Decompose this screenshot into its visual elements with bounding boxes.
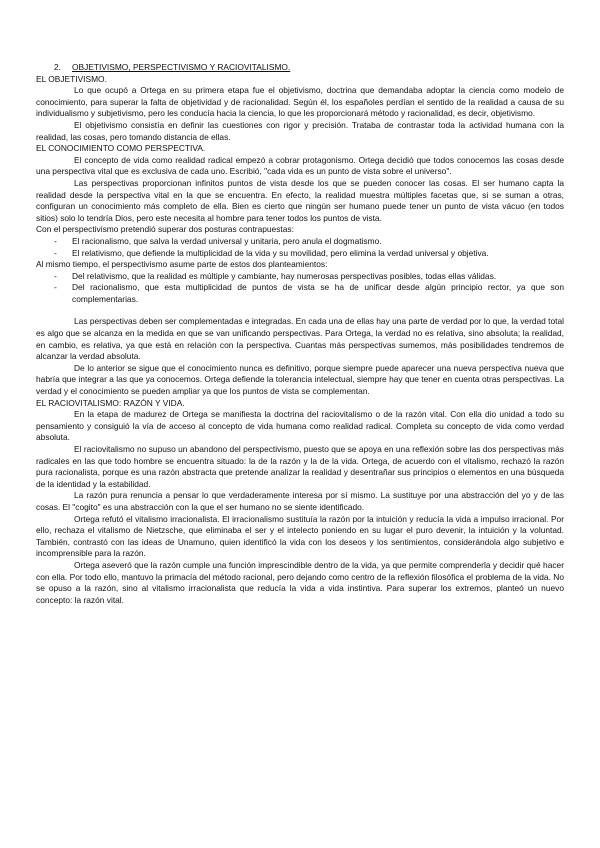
- heading-raciovitalismo: EL RACIOVITALISMO: RAZÓN Y VIDA.: [36, 397, 185, 408]
- paragraph: Las perspectivas proporcionan infinitos puntos de vista desde los que se pueden conocer las cosas. El ser humano capta la realidad desde la perspectiva vital en la que se encuentra. En efecto, la realidad muestra múltiples facetas que, si se suman a otras, configuran un conocimiento más completo de ella. Bien es cierto que ningún ser humano puede tener un punto de vista vácuo (en todos sitios) solo lo tendría Dios, pero este necesita al hombre para tener todos los puntos de vista.: [36, 177, 564, 223]
- paragraph: De lo anterior se sigue que el conocimiento nunca es definitivo, porque siempre puede aparecer una nueva perspectiva nueva que habría que integrar a las que ya conocemos. Ortega defiende la tolerancia intelectual, siempre hay que tener en cuenta otras perspectivas. La verdad y el conocimiento se pueden ampliar ya que los puntos de vista se complementan.: [36, 362, 564, 397]
- heading-objetivismo: EL OBJETIVISMO.: [36, 73, 107, 84]
- section-number: 2.: [54, 62, 61, 72]
- list-intro: Con el perspectivismo pretendió superar dos posturas contrapuestas:: [36, 224, 294, 235]
- document-body: [36, 62, 564, 606]
- paragraph: El concepto de vida como realidad radical empezó a cobrar protagonismo. Ortega decidió que todos conocemos las cosas desde una perspectiva vital que es exclusiva de cada uno. Escribió, "cada vida es un punto de vista sobre el universo".: [36, 154, 564, 177]
- dash-bullet-icon: -: [54, 247, 57, 258]
- heading-conocimiento-perspectiva: EL CONOCIMIENTO COMO PERSPECTIVA.: [36, 143, 206, 154]
- dash-bullet-icon: -: [54, 282, 57, 293]
- paragraph: Ortega aseveró que la razón cumple una función imprescindible dentro de la vida, ya que permite comprenderla y decidir qué hacer con ella. Por todo ello, mantuvo la primacía del método racional, pero dejando como centro de la reflexión filosófica el problema de la vida. No se opuso a la razón, sino al vitalismo irracionalista que reducía la vida a vida instintiva. Para superar los extremos, planteó un nuevo concepto: la razón vital.: [36, 559, 564, 605]
- paragraph: Lo que ocupó a Ortega en su primera etapa fue el objetivismo, doctrina que demandaba adoptar la ciencia como modelo de conocimiento, para superar la falta de objetividad y de racionalidad. Según él, los españoles perdían el sentido de la realidad a causa de su individualismo y subjetivismo, pero les conducía hacia la ciencia, lo que les proporcionará método y racionalidad, es decir, objetivismo.: [36, 85, 564, 119]
- paragraph: Ortega refutó el vitalismo irracionalista. El irracionalismo sustituía la razón por la intuición y reducía la vida a impulso irracional. Por ello, rechaza el vitalismo de Nietzsche, que eliminaba el ser y el intelecto poniendo en su lugar el puro devenir, la intuición y la voluntad. También, contrastó con las ideas de Unamuno, quien identificó la vida con los deseos y los sentimientos, considerándola algo subjetivo e incomprensible para la razón.: [36, 513, 564, 559]
- list-intro: Al mismo tiempo, el perspectivismo asume parte de estos dos planteamientos:: [36, 259, 328, 270]
- dash-bullet-icon: -: [54, 235, 57, 246]
- list-item: - El racionalismo, que salva la verdad universal y unitaria, pero anula el dogmatismo.: [54, 235, 382, 246]
- section-title-text: OBJETIVISMO, PERSPECTIVISMO Y RACIOVITALISMO.: [72, 62, 291, 72]
- dash-list: [36, 236, 564, 259]
- dash-bullet-icon: -: [54, 270, 57, 281]
- list-item: - El relativismo, que defiende la multiplicidad de la vida y su movilidad, pero elimina la verdad universal y objetiva.: [54, 247, 489, 258]
- paragraph: El raciovitalismo no supuso un abandono del perspectivismo, puesto que se apoya en una reflexión sobre las dos perspectivas más radicales en las que todo hombre se encuentra situado: la de la razón y la de la vida. Ortega, de acuerdo con el vitalismo, rechazó la razón pura racionalista, porque es una razón abstracta que pretende analizar la realidad y desentrañar sus principios o elementos en una búsqueda de la identidad y la estabilidad.: [36, 444, 564, 489]
- dash-list: [36, 271, 564, 306]
- paragraph: El objetivismo consistía en definir las cuestiones con rigor y precisión. Trataba de contrastar toda la actividad humana con la realidad, las cosas, pero tomando distancia de ellas.: [36, 119, 564, 142]
- paragraph: En la etapa de madurez de Ortega se manifiesta la doctrina del raciovitalismo o de la razón vital. Con ella dio unidad a todo su pensamiento y consiguió la vía de acceso al concepto de vida humana como realidad radical. Completa su concepto de vida como verdad absoluta.: [36, 409, 564, 443]
- list-item: - Del racionalismo, que esta multiplicidad de puntos de vista se ha de unificar desde algún principio rector, ya que son complementarias.: [54, 282, 564, 304]
- list-item: - Del relativismo, que la realidad es múltiple y cambiante, hay numerosas perspectivas posibles, todas ellas válidas.: [54, 270, 497, 281]
- paragraph: La razón pura renuncia a pensar lo que verdaderamente interesa por sí mismo. La sustituye por una abstracción del yo y de las cosas. El "cogito" es una abstracción con la que el ser humano no se siente identificado.: [36, 490, 564, 512]
- paragraph: Las perspectivas deben ser complementadas e integradas. En cada una de ellas hay una parte de verdad por lo que, la verdad total es algo que se alcanza en la medida en que se van unificando perspectivas. Para Ortega, la verdad no es relativa, sino absoluta; la realidad, en cambio, es relativa, ya que está en relación con la perspectiva. Cuantas más perspectivas sumemos, más posibilidades tendremos de alcanzar la verdad absoluta.: [36, 316, 564, 362]
- section-title: [54, 62, 564, 74]
